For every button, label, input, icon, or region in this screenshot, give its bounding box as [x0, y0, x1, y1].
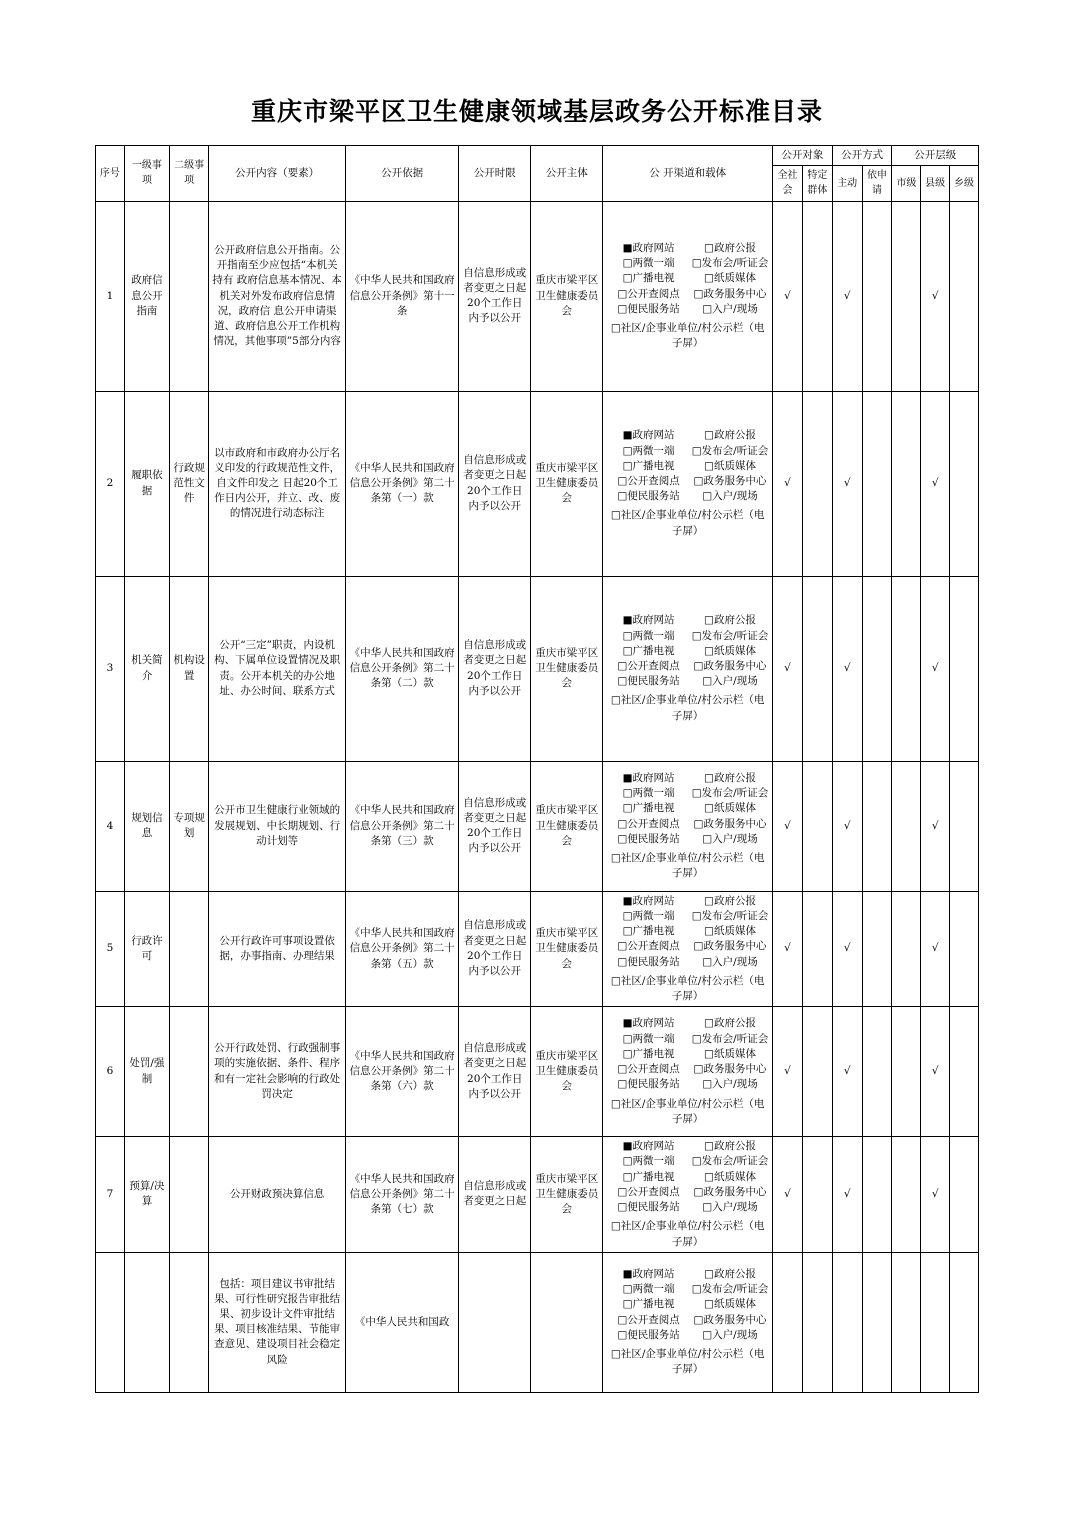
disclosure-catalog-table: [95, 145, 979, 1393]
cell-method-apply: [862, 1007, 892, 1137]
header-audience-all: 全社会: [773, 166, 803, 201]
channel-option-community[interactable]: □社区/企事业单位/村公示栏（电子屏）: [610, 851, 765, 880]
channel-option-two-micro[interactable]: □两微一端: [622, 257, 675, 270]
cell-level-city: [892, 1137, 921, 1253]
channel-option-public-read[interactable]: □公开查阅点: [617, 1313, 680, 1326]
channel-option-public-read[interactable]: □公开查阅点: [617, 817, 680, 830]
table-row: [96, 891, 979, 1007]
cell-level-county: √: [921, 391, 950, 576]
cell-method-active: √: [832, 391, 862, 576]
cell-method-active: √: [832, 1007, 862, 1137]
cell-deadline: 自信息形成或者变更之日起20个工作日 内予以公开: [459, 1007, 531, 1137]
cell-seq: 5: [96, 891, 125, 1007]
channel-option-door-scene[interactable]: □入户/现场: [702, 1201, 758, 1214]
cell-audience-group: [802, 1252, 832, 1392]
cell-level-city: [892, 761, 921, 891]
cell-content: 公开市卫生健康行业领域的发展规划、中长期规划、行动计划等: [209, 761, 346, 891]
channel-option-public-read[interactable]: □公开查阅点: [617, 660, 680, 673]
channel-option-gov-service[interactable]: □政务服务中心: [693, 1313, 767, 1326]
cell-content: 公开财政预决算信息: [209, 1137, 346, 1253]
cell-basis: 《中华人民共和国政府信息公开条例》第二十条第（二）款: [346, 576, 459, 761]
header-level-county: 县级: [921, 166, 950, 201]
cell-level2: 行政规范性文件: [170, 391, 209, 576]
cell-channel: [603, 891, 773, 1007]
channel-option-community[interactable]: □社区/企事业单位/村公示栏（电子屏）: [610, 1220, 765, 1248]
channel-option-convenience[interactable]: □便民服务站: [617, 1328, 680, 1341]
header-subject: 公开主体: [531, 146, 603, 202]
channel-option-public-read[interactable]: □公开查阅点: [617, 287, 680, 300]
channel-option-convenience[interactable]: □便民服务站: [617, 1078, 680, 1091]
channel-option-public-read[interactable]: □公开查阅点: [617, 1185, 680, 1198]
header-seq: 序号: [96, 146, 125, 202]
cell-method-apply: [862, 1252, 892, 1392]
table-header-row: [96, 146, 979, 166]
channel-option-door-scene[interactable]: □入户/现场: [702, 302, 758, 315]
cell-subject: 重庆市梁平区卫生健康委员会: [531, 761, 603, 891]
cell-method-apply: [862, 1137, 892, 1253]
cell-seq: 1: [96, 201, 125, 391]
cell-channel: [603, 391, 773, 576]
cell-audience-group: [802, 1007, 832, 1137]
channel-option-press-conf[interactable]: □发布会/听证会: [691, 787, 769, 800]
table-row: [96, 576, 979, 761]
channel-option-gov-site[interactable]: ■政府网站: [622, 894, 675, 907]
cell-level2: [170, 1252, 209, 1392]
cell-content: 包括：项目建议书审批结果、可行性研究报告审批结果、初步设计文件审批结果、项目核准结果、节能审查意见、建设项目社会稳定风险: [209, 1252, 346, 1392]
cell-level-city: [892, 1252, 921, 1392]
channel-option-community[interactable]: □社区/企事业单位/村公示栏（电子屏）: [610, 694, 765, 722]
channel-option-press-conf[interactable]: □发布会/听证会: [691, 909, 769, 922]
header-basis: 公开依据: [346, 146, 459, 202]
table-row: [96, 761, 979, 891]
channel-option-door-scene[interactable]: □入户/现场: [702, 1078, 758, 1091]
header-deadline: 公开时限: [459, 146, 531, 202]
cell-method-active: √: [832, 576, 862, 761]
channel-option-two-micro[interactable]: □两微一端: [622, 444, 675, 457]
cell-method-apply: [862, 391, 892, 576]
channel-option-two-micro[interactable]: □两微一端: [622, 1032, 675, 1045]
cell-level-city: [892, 891, 921, 1007]
channel-option-press-conf[interactable]: □发布会/听证会: [691, 629, 769, 642]
channel-option-gov-service[interactable]: □政务服务中心: [693, 1185, 767, 1198]
table-body: [96, 201, 979, 1392]
cell-content: 公开政府信息公开指南。公开指南至少应包括“本机关持有 政府信息基本情况、本机关对外发布政府信息情况，政府信 息公开申请渠道、政府信息公开工作机构情况，其他事项”5部分内容: [209, 201, 346, 391]
cell-level1: 履职依据: [124, 391, 169, 576]
channel-option-gov-gazette[interactable]: □政府公报: [704, 771, 756, 784]
cell-audience-all: √: [773, 201, 803, 391]
channel-option-two-micro[interactable]: □两微一端: [622, 787, 675, 800]
cell-level-town: [950, 391, 979, 576]
channel-option-gov-gazette[interactable]: □政府公报: [704, 894, 756, 907]
channel-option-gov-service[interactable]: □政务服务中心: [693, 940, 767, 953]
header-level: 公开层级: [892, 146, 979, 166]
channel-option-gov-gazette[interactable]: □政府公报: [704, 1017, 756, 1030]
cell-audience-group: [802, 576, 832, 761]
cell-audience-group: [802, 1137, 832, 1253]
cell-audience-all: √: [773, 891, 803, 1007]
channel-option-door-scene[interactable]: □入户/现场: [702, 675, 758, 688]
header-content: 公开内容（要素）: [209, 146, 346, 202]
channel-option-gov-site[interactable]: ■政府网站: [622, 1140, 675, 1153]
cell-level-town: [950, 891, 979, 1007]
channel-option-gov-gazette[interactable]: □政府公报: [704, 241, 756, 254]
channel-option-press-conf[interactable]: □发布会/听证会: [691, 257, 769, 270]
channel-option-gov-site[interactable]: ■政府网站: [622, 1267, 675, 1280]
header-level-city: 市级: [892, 166, 921, 201]
cell-channel: [603, 576, 773, 761]
cell-seq: 4: [96, 761, 125, 891]
cell-subject: 重庆市梁平区卫生健康委员会: [531, 891, 603, 1007]
cell-deadline: 自信息形成或者变更之日起20个工作日 内予以公开: [459, 761, 531, 891]
cell-subject: [531, 1252, 603, 1392]
cell-level2: 机构设置: [170, 576, 209, 761]
cell-channel: [603, 201, 773, 391]
channel-option-broadcast[interactable]: □广播电视: [622, 802, 675, 815]
header-channel: 公 开渠道和载体: [603, 146, 773, 202]
cell-subject: 重庆市梁平区卫生健康委员会: [531, 1007, 603, 1137]
header-level1: 一级事项: [124, 146, 169, 202]
header-level-town: 乡级: [950, 166, 979, 201]
channel-option-community[interactable]: □社区/企事业单位/村公示栏（电子屏）: [610, 1097, 765, 1125]
cell-level2: [170, 201, 209, 391]
channel-option-paper-media[interactable]: □纸质媒体: [704, 802, 756, 815]
channel-option-paper-media[interactable]: □纸质媒体: [704, 459, 756, 472]
cell-level-town: [950, 201, 979, 391]
channel-option-door-scene[interactable]: □入户/现场: [702, 832, 758, 845]
cell-level-city: [892, 201, 921, 391]
channel-option-broadcast[interactable]: □广播电视: [622, 459, 675, 472]
channel-option-gov-gazette[interactable]: □政府公报: [704, 1267, 756, 1280]
channel-option-broadcast[interactable]: □广播电视: [622, 925, 675, 938]
channel-option-convenience[interactable]: □便民服务站: [617, 832, 680, 845]
cell-level-county: √: [921, 1007, 950, 1137]
cell-level1: 规划信息: [124, 761, 169, 891]
header-level2: 二级事项: [170, 146, 209, 202]
cell-level-town: [950, 1007, 979, 1137]
cell-audience-all: [773, 1252, 803, 1392]
cell-basis: 《中华人民共和国政府信息公开条例》第二十条第（五）款: [346, 891, 459, 1007]
channel-option-public-read[interactable]: □公开查阅点: [617, 1063, 680, 1076]
cell-method-active: √: [832, 761, 862, 891]
channel-option-paper-media[interactable]: □纸质媒体: [704, 644, 756, 657]
channel-option-press-conf[interactable]: □发布会/听证会: [691, 1155, 769, 1168]
cell-content: 公开“三定”职责，内设机构、下属单位设置情况及职责。公开本机关的办公地址、办公时间、联系方式: [209, 576, 346, 761]
channel-option-press-conf[interactable]: □发布会/听证会: [691, 1283, 769, 1296]
cell-method-active: √: [832, 891, 862, 1007]
cell-basis: 《中华人民共和国政府信息公开条例》第二十条第（七）款: [346, 1137, 459, 1253]
table-row: [96, 1007, 979, 1137]
cell-level2: [170, 1007, 209, 1137]
cell-level-town: [950, 1137, 979, 1253]
cell-audience-all: √: [773, 391, 803, 576]
channel-option-door-scene[interactable]: □入户/现场: [702, 1328, 758, 1341]
table-row: [96, 391, 979, 576]
cell-level2: [170, 1137, 209, 1253]
channel-option-community[interactable]: □社区/企事业单位/村公示栏（电子屏）: [610, 974, 765, 1002]
channel-option-press-conf[interactable]: □发布会/听证会: [691, 1032, 769, 1045]
cell-channel: [603, 1137, 773, 1253]
cell-seq: 7: [96, 1137, 125, 1253]
cell-basis: 《中华人民共和国政府信息公开条例》第十一条: [346, 201, 459, 391]
channel-option-broadcast[interactable]: □广播电视: [622, 644, 675, 657]
header-audience-group: 特定群体: [802, 166, 832, 201]
cell-audience-all: √: [773, 1137, 803, 1253]
channel-option-public-read[interactable]: □公开查阅点: [617, 475, 680, 488]
channel-option-broadcast[interactable]: □广播电视: [622, 272, 675, 285]
cell-level1: 机关简介: [124, 576, 169, 761]
cell-basis: 《中华人民共和国政府信息公开条例》第二十条第（六）款: [346, 1007, 459, 1137]
channel-option-door-scene[interactable]: □入户/现场: [702, 490, 758, 503]
header-method-apply: 依申请: [862, 166, 892, 201]
cell-level-county: √: [921, 576, 950, 761]
cell-deadline: 自信息形成或者变更之日起: [459, 1137, 531, 1253]
cell-seq: 6: [96, 1007, 125, 1137]
cell-method-apply: [862, 761, 892, 891]
cell-level-city: [892, 1007, 921, 1137]
cell-level-city: [892, 576, 921, 761]
table-row: [96, 1252, 979, 1392]
channel-option-gov-gazette[interactable]: □政府公报: [704, 429, 756, 442]
cell-basis: 《中华人民共和国政府信息公开条例》第二十条第（一）款: [346, 391, 459, 576]
cell-level-town: [950, 761, 979, 891]
cell-level-town: [950, 576, 979, 761]
channel-option-gov-service[interactable]: □政务服务中心: [693, 287, 767, 300]
cell-channel: [603, 1007, 773, 1137]
cell-channel: [603, 1252, 773, 1392]
cell-level1: [124, 1252, 169, 1392]
channel-option-gov-site[interactable]: ■政府网站: [622, 614, 675, 627]
channel-option-door-scene[interactable]: □入户/现场: [702, 955, 758, 968]
channel-option-convenience[interactable]: □便民服务站: [617, 1201, 680, 1214]
channel-option-convenience[interactable]: □便民服务站: [617, 490, 680, 503]
cell-deadline: 自信息形成或者变更之日起20个工作日 内予以公开: [459, 201, 531, 391]
channel-option-convenience[interactable]: □便民服务站: [617, 955, 680, 968]
channel-option-press-conf[interactable]: □发布会/听证会: [691, 444, 769, 457]
cell-level-county: [921, 1252, 950, 1392]
page-title: 重庆市梁平区卫生健康领域基层政务公开标准目录: [250, 97, 823, 126]
channel-option-paper-media[interactable]: □纸质媒体: [704, 1170, 756, 1183]
channel-option-two-micro[interactable]: □两微一端: [622, 909, 675, 922]
cell-audience-group: [802, 201, 832, 391]
cell-level1: 预算/决算: [124, 1137, 169, 1253]
cell-seq: [96, 1252, 125, 1392]
cell-method-active: [832, 1252, 862, 1392]
channel-option-gov-gazette[interactable]: □政府公报: [704, 1140, 756, 1153]
channel-option-community[interactable]: □社区/企事业单位/村公示栏（电子屏）: [610, 509, 765, 537]
cell-deadline: 自信息形成或者变更之日起20个工作日 内予以公开: [459, 576, 531, 761]
header-audience: 公开对象: [773, 146, 833, 166]
channel-option-gov-gazette[interactable]: □政府公报: [704, 614, 756, 627]
cell-level-city: [892, 391, 921, 576]
channel-option-gov-site[interactable]: ■政府网站: [622, 771, 675, 784]
cell-method-apply: [862, 576, 892, 761]
cell-seq: 2: [96, 391, 125, 576]
cell-content: 公开行政许可事项设置依据，办事指南、办理结果: [209, 891, 346, 1007]
cell-level-county: √: [921, 761, 950, 891]
cell-deadline: 自信息形成或者变更之日起20个工作日 内予以公开: [459, 891, 531, 1007]
cell-channel: [603, 761, 773, 891]
cell-level-town: [950, 1252, 979, 1392]
channel-option-gov-service[interactable]: □政务服务中心: [693, 817, 767, 830]
cell-audience-all: √: [773, 1007, 803, 1137]
cell-level1: 政府信息公开指南: [124, 201, 169, 391]
channel-option-paper-media[interactable]: □纸质媒体: [704, 925, 756, 938]
channel-option-paper-media[interactable]: □纸质媒体: [704, 272, 756, 285]
cell-content: 公开行政处罚、行政强制事项的实施依据、条件、程序和有一定社会影响的行政处罚决定: [209, 1007, 346, 1137]
cell-level2: 专项规划: [170, 761, 209, 891]
channel-option-convenience[interactable]: □便民服务站: [617, 302, 680, 315]
cell-method-active: √: [832, 201, 862, 391]
cell-method-active: √: [832, 1137, 862, 1253]
channel-option-community[interactable]: □社区/企事业单位/村公示栏（电子屏）: [610, 321, 765, 350]
channel-option-gov-service[interactable]: □政务服务中心: [693, 660, 767, 673]
cell-audience-group: [802, 891, 832, 1007]
cell-deadline: 自信息形成或者变更之日起20个工作日 内予以公开: [459, 391, 531, 576]
cell-subject: 重庆市梁平区卫生健康委员会: [531, 201, 603, 391]
cell-level-county: √: [921, 891, 950, 1007]
channel-option-gov-site[interactable]: ■政府网站: [622, 1017, 675, 1030]
cell-basis: 《中华人民共和国政: [346, 1252, 459, 1392]
channel-option-gov-site[interactable]: ■政府网站: [622, 241, 675, 254]
channel-option-two-micro[interactable]: □两微一端: [622, 629, 675, 642]
cell-level2: [170, 891, 209, 1007]
channel-option-paper-media[interactable]: □纸质媒体: [704, 1047, 756, 1060]
cell-deadline: [459, 1252, 531, 1392]
channel-option-two-micro[interactable]: □两微一端: [622, 1155, 675, 1168]
channel-option-gov-service[interactable]: □政务服务中心: [693, 475, 767, 488]
cell-basis: 《中华人民共和国政府信息公开条例》第二十条第（三）款: [346, 761, 459, 891]
channel-option-convenience[interactable]: □便民服务站: [617, 675, 680, 688]
header-method-active: 主动: [832, 166, 862, 201]
cell-audience-group: [802, 761, 832, 891]
cell-content: 以市政府和市政府办公厅名义印发的行政规范性文件，自文件印发之 日起20个工作日内公开，并立、改、废的情况进行动态标注: [209, 391, 346, 576]
cell-subject: 重庆市梁平区卫生健康委员会: [531, 1137, 603, 1253]
channel-option-paper-media[interactable]: □纸质媒体: [704, 1298, 756, 1311]
cell-method-apply: [862, 201, 892, 391]
cell-level-county: √: [921, 201, 950, 391]
channel-option-broadcast[interactable]: □广播电视: [622, 1047, 675, 1060]
cell-level1: 行政许可: [124, 891, 169, 1007]
channel-option-broadcast[interactable]: □广播电视: [622, 1298, 675, 1311]
cell-level1: 处罚/强制: [124, 1007, 169, 1137]
table-row: [96, 1137, 979, 1253]
cell-subject: 重庆市梁平区卫生健康委员会: [531, 391, 603, 576]
channel-option-public-read[interactable]: □公开查阅点: [617, 940, 680, 953]
channel-option-two-micro[interactable]: □两微一端: [622, 1283, 675, 1296]
cell-level-county: √: [921, 1137, 950, 1253]
channel-option-gov-service[interactable]: □政务服务中心: [693, 1063, 767, 1076]
channel-option-community[interactable]: □社区/企事业单位/村公示栏（电子屏）: [610, 1348, 765, 1376]
header-method: 公开方式: [832, 146, 892, 166]
cell-seq: 3: [96, 576, 125, 761]
cell-audience-group: [802, 391, 832, 576]
channel-option-gov-site[interactable]: ■政府网站: [622, 429, 675, 442]
cell-audience-all: √: [773, 761, 803, 891]
channel-option-broadcast[interactable]: □广播电视: [622, 1170, 675, 1183]
cell-method-apply: [862, 891, 892, 1007]
cell-audience-all: √: [773, 576, 803, 761]
cell-subject: 重庆市梁平区卫生健康委员会: [531, 576, 603, 761]
table-row: [96, 201, 979, 391]
